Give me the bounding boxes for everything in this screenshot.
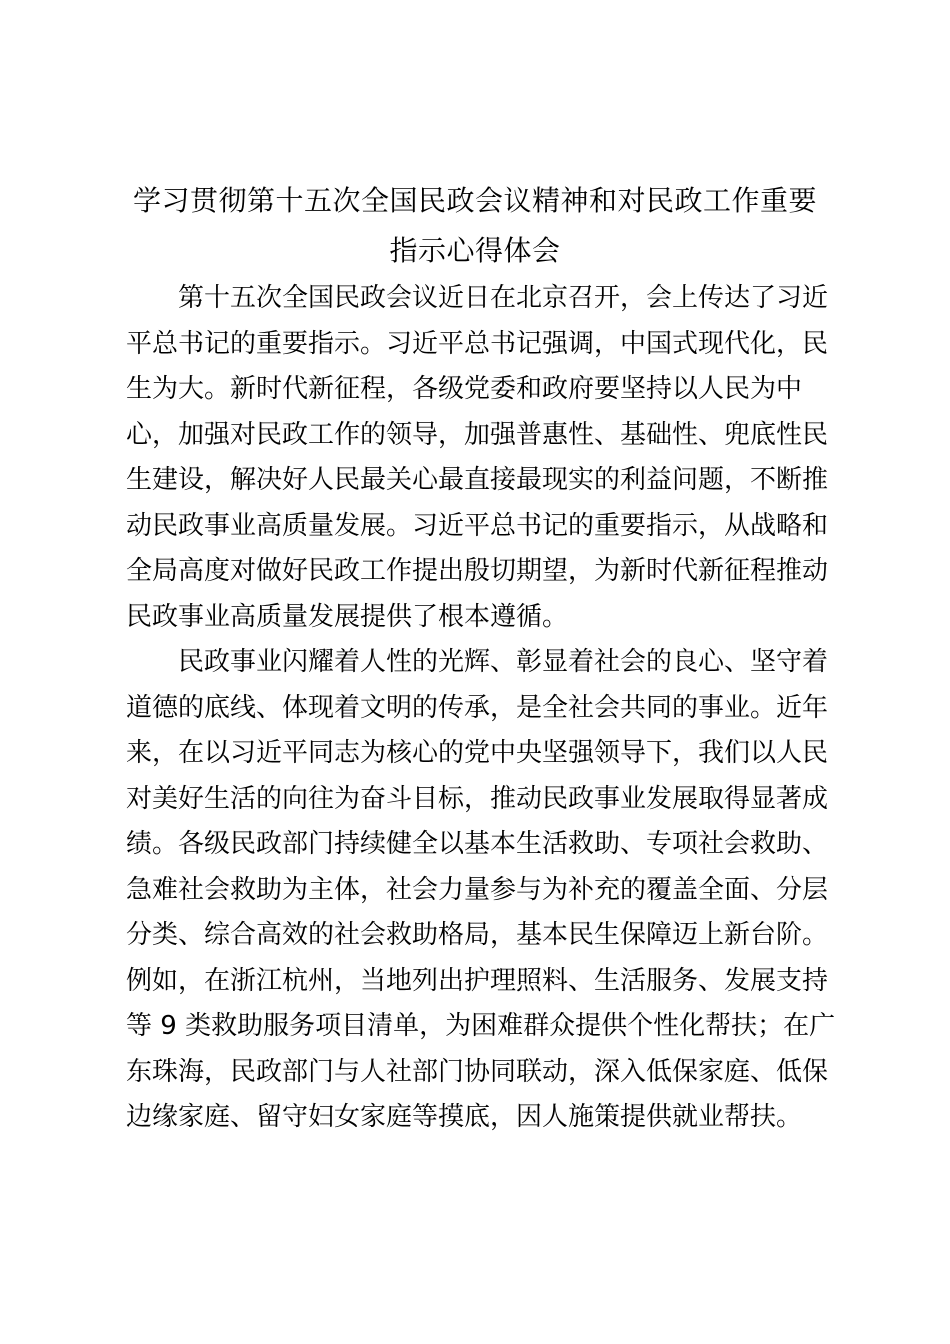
title-line: 学习贯彻第十五次全国民政会议精神和对民政工作重要 xyxy=(132,184,817,217)
document-body xyxy=(126,276,836,1141)
paragraph-line: 对美好生活的向往为奋斗目标，推动民政事业发展取得显著成 xyxy=(126,783,829,814)
paragraph-line: 平总书记的重要指示。习近平总书记强调，中国式现代化，民 xyxy=(126,328,829,359)
paragraph-line: 民政事业高质量发展提供了根本遵循。 xyxy=(126,601,569,632)
paragraph-line: 东珠海，民政部门与人社部门协同联动，深入低保家庭、低保 xyxy=(126,1056,829,1087)
paragraph-line: 全局高度对做好民政工作提出殷切期望，为新时代新征程推动 xyxy=(126,556,829,586)
paragraph-line: 第十五次全国民政会议近日在北京召开，会上传达了习近 xyxy=(178,283,829,313)
paragraph-2 xyxy=(126,640,836,1141)
document-title xyxy=(110,176,840,276)
paragraph-line: 生为大。新时代新征程，各级党委和政府要坚持以人民为中 xyxy=(126,374,803,404)
paragraph-line: 边缘家庭、留守妇女家庭等摸底，因人施策提供就业帮扶。 xyxy=(126,1102,803,1132)
paragraph-line: 民政事业闪耀着人性的光辉、彰显着社会的良心、坚守着 xyxy=(178,647,829,677)
paragraph-line: 分类、综合高效的社会救助格局，基本民生保障迈上新台阶。 xyxy=(126,920,829,950)
paragraph-line: 急难社会救助为主体，社会力量参与为补充的覆盖全面、分层 xyxy=(126,874,829,905)
paragraph-line: 来，在以习近平同志为核心的党中央坚强领导下，我们以人民 xyxy=(126,738,829,768)
paragraph-line: 例如，在浙江杭州，当地列出护理照料、生活服务、发展支持 xyxy=(126,965,829,996)
paragraph-line: 生建设，解决好人民最关心最直接最现实的利益问题，不断推 xyxy=(126,465,829,495)
paragraph-line: 动民政事业高质量发展。习近平总书记的重要指示，从战略和 xyxy=(126,510,829,541)
title-line: 指示心得体会 xyxy=(389,234,561,267)
paragraph-line: 心，加强对民政工作的领导，加强普惠性、基础性、兜底性民 xyxy=(126,419,829,450)
paragraph-line: 道德的底线、体现着文明的传承，是全社会共同的事业。近年 xyxy=(126,692,829,723)
paragraph-1 xyxy=(126,276,829,640)
paragraph-line: 绩。各级民政部门持续健全以基本生活救助、专项社会救助、 xyxy=(126,829,829,859)
paragraph-line: 等 9 类救助服务项目清单，为困难群众提供个性化帮扶；在广 xyxy=(126,1011,836,1041)
